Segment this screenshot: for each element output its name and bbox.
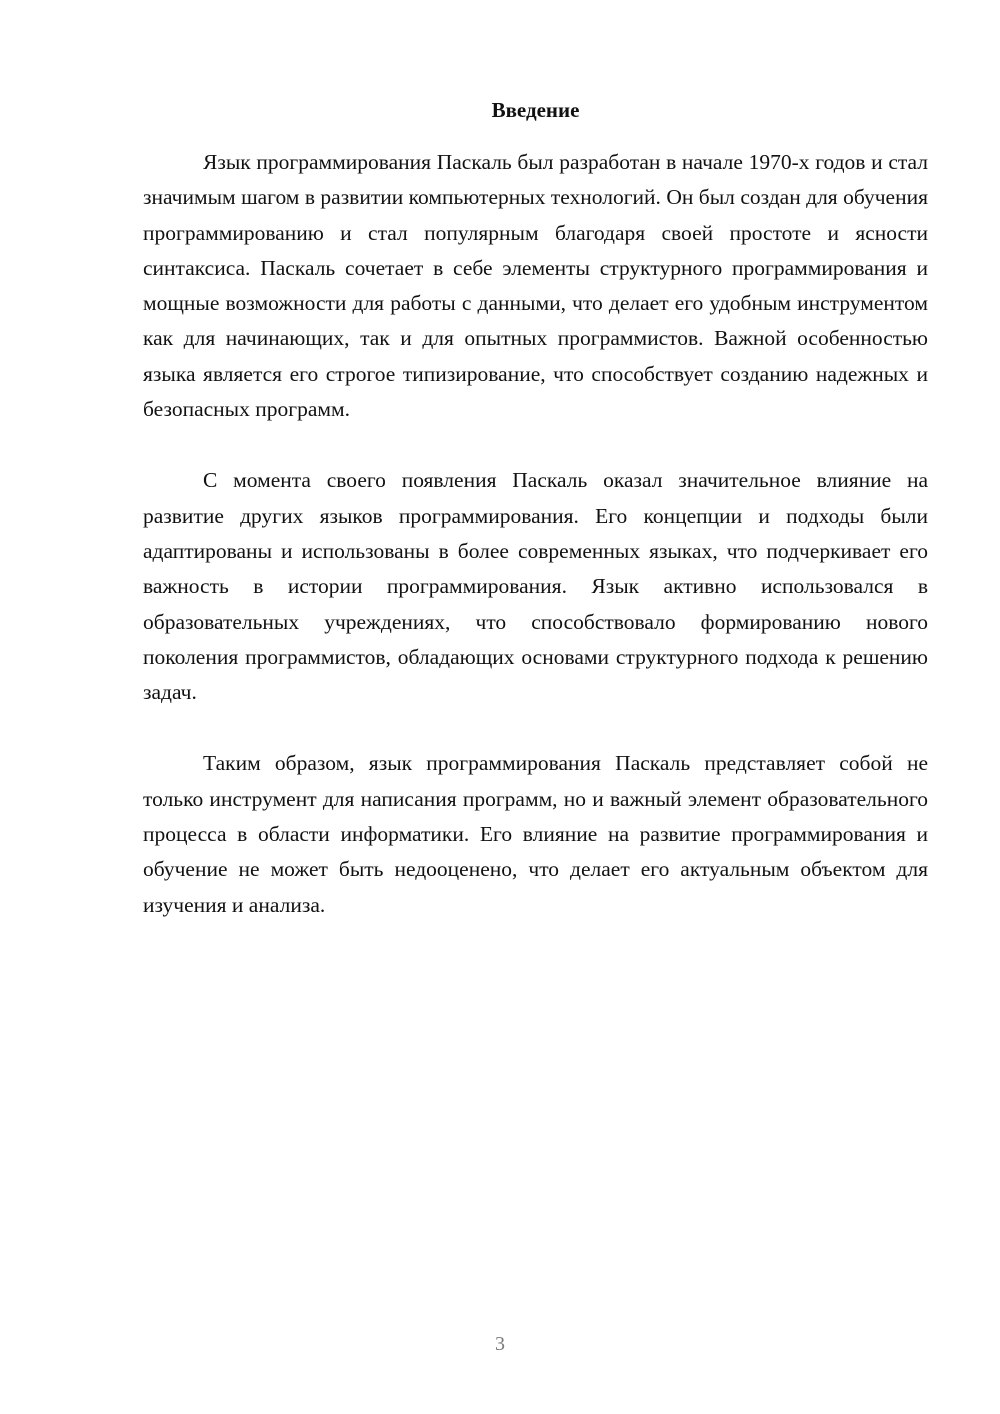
page-content	[143, 96, 928, 959]
paragraph-2: С момента своего появления Паскаль оказал значительное влияние на развитие других языков программирования. Его концепции и подходы были адаптированы и использованы в более современных языках, что подчеркивает его важность в истории программирования. Язык активно использовался в образовательных учреждениях, что способствовало формированию нового поколения программистов, обладающих основами структурного подхода к решению задач.	[143, 468, 928, 705]
page-number: 3	[495, 1333, 505, 1355]
paragraph-3: Таким образом, язык программирования Паскаль представляет собой не только инструмент для написания программ, но и важный элемент образовательного процесса в области информатики. Его влияние на развитие программирования и обучение не может быть недооценено, что делает его актуальным объектом для изучения и анализа.	[143, 751, 928, 917]
page-title: Введение	[491, 98, 580, 122]
paragraph-1: Язык программирования Паскаль был разработан в начале 1970-х годов и стал значимым шагом в развитии компьютерных технологий. Он был создан для обучения программированию и стал популярным благодаря своей простоте и ясности синтаксиса. Паскаль сочетает в себе элементы структурного программирования и мощные возможности для работы с данными, что делает его удобным инструментом как для начинающих, так и для опытных программистов. Важной особенностью языка является его строгое типизирование, что способствует созданию надежных и безопасных программ.	[143, 150, 928, 422]
